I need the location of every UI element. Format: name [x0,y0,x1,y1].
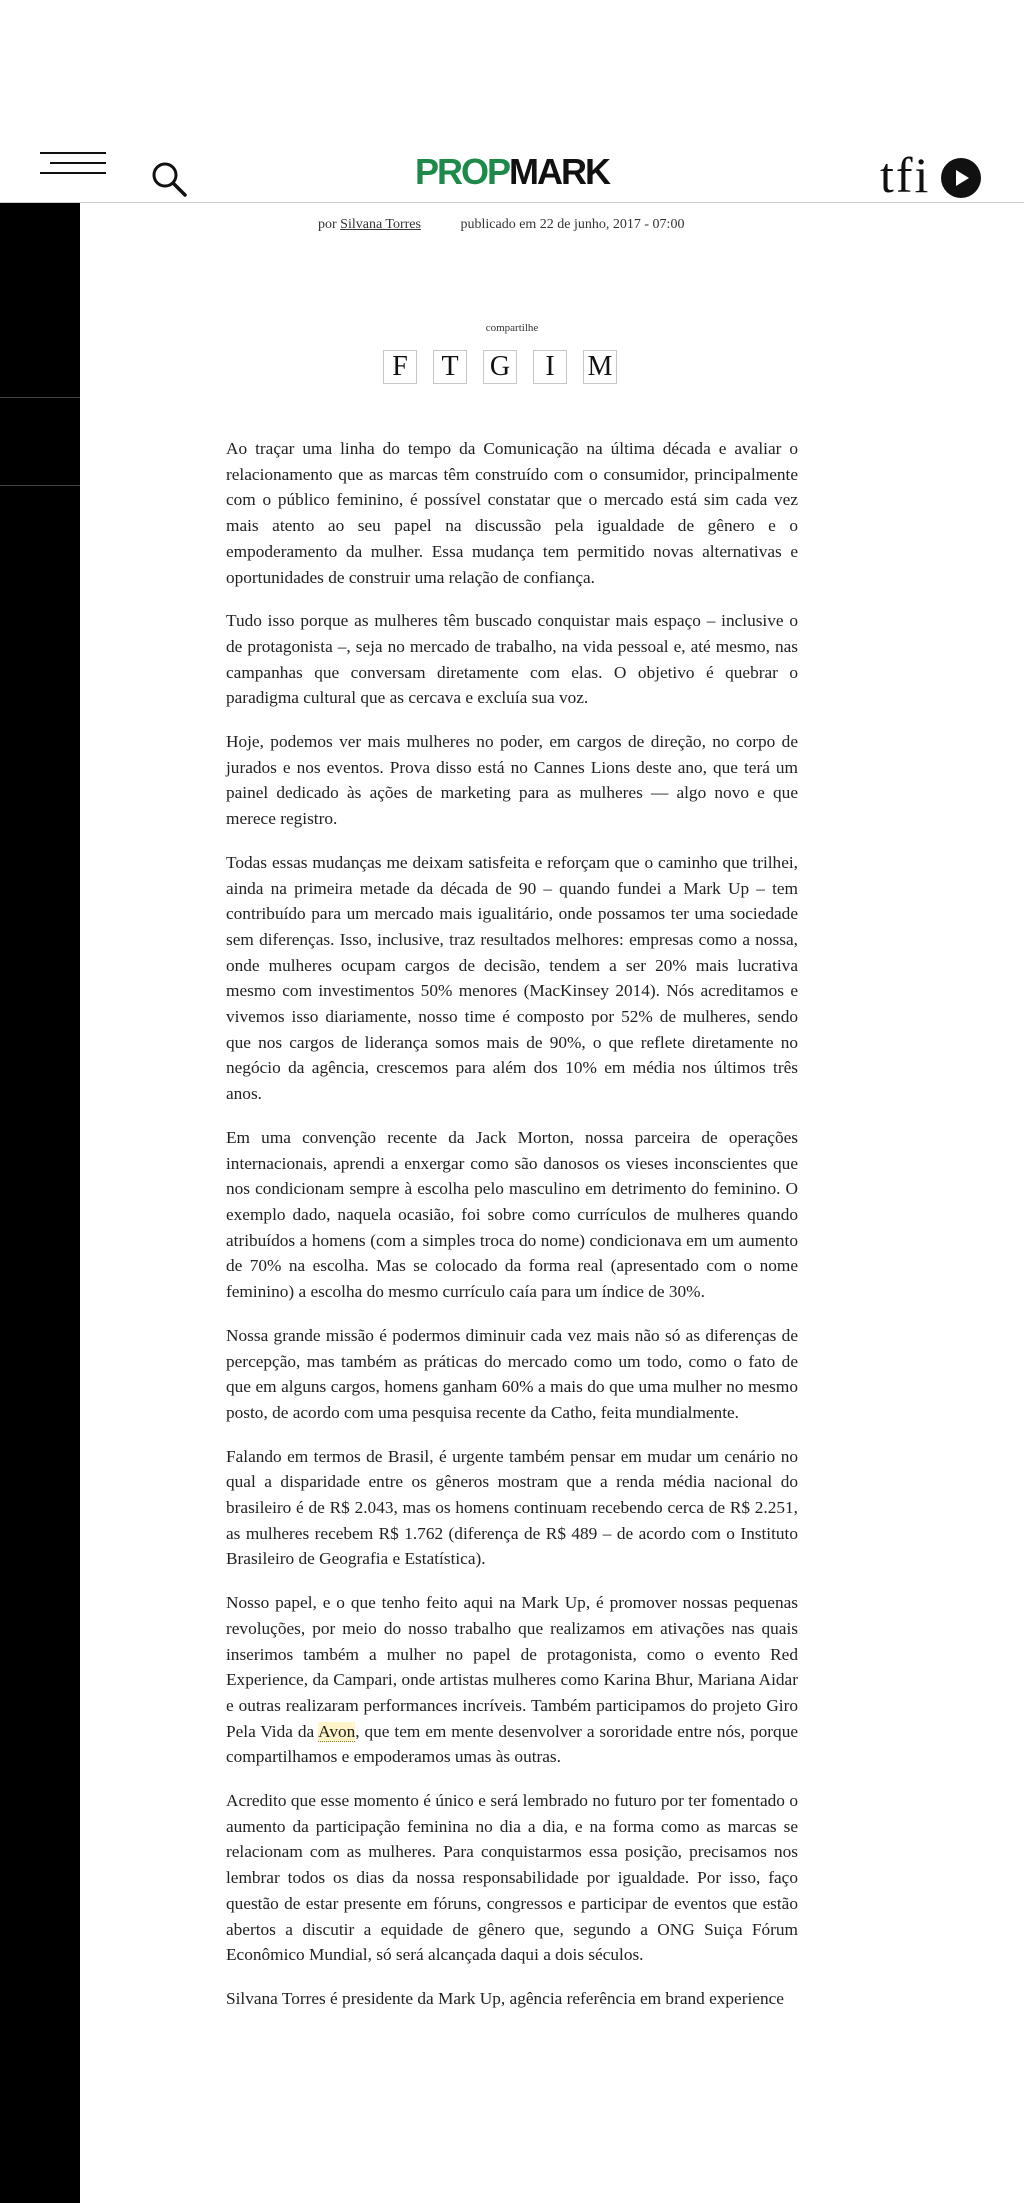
site-header [0,0,1024,203]
logo-prop: PROP [414,151,510,192]
article-body [226,436,798,2030]
propmark-logo[interactable] [0,152,1024,192]
article-paragraph: Hoje, podemos ver mais mulheres no poder, em cargos de direção, no corpo de jurados e nos eventos. Prova disso está no Cannes Lions deste ano, que terá um painel dedicado às ações de marketing para as mulheres — algo novo e que merece registro. [226,732,798,829]
article-paragraph: Ao traçar uma linha do tempo da Comunicação na última década e avaliar o relacionamento que as marcas têm construído com o consumidor, principalmente com o público feminino, é possível constatar que o mercado está sim cada vez mais atento ao seu papel na discussão pela igualdade de gênero e o empoderamento da mulher. Essa mudança tem permitido novas alternativas e oportunidades de construir uma relação de confiança. [226,439,798,587]
article-paragraph [226,1590,798,1770]
article-paragraph: Todas essas mudanças me deixam satisfeita e reforçam que o caminho que trilhei, ainda na primeira metade da década de 90 – quando fundei a Mark Up – tem contribuído para um mercado mais igualitário, onde possamos ter uma sociedade sem diferenças. Isso, inclusive, traz resultados melhores: empresas como a nossa, onde mulheres ocupam cargos de decisão, tendem a ser 20% mais lucrativa mesmo com investimentos 50% menores (MacKinsey 2014). Nós acreditamos e vivemos isso diariamente, nosso time é composto por 52% de mulheres, sendo que nos cargos de liderança somos mais de 90%, o que reflete diretamente no negócio da agência, crescemos para além dos 10% em média nos últimos três anos. [226,852,798,1104]
share-linkedin-button[interactable]: I [533,350,567,384]
share-twitter-button[interactable]: T [433,350,467,384]
share-buttons [383,350,643,384]
share-label: compartilhe [485,322,539,334]
sidebar-divider [0,485,80,486]
author-bio: Silvana Torres é presidente da Mark Up, agência referência em brand experience [226,1988,784,2008]
publish-date: publicado em 22 de junho, 2017 - 07:00 [460,217,685,232]
left-sidebar [0,203,80,2203]
paragraph-text: Nosso papel, e o que tenho feito aqui na Mark Up, é promover nossas pequenas revoluções, por meio do nosso trabalho que realizamos em ativações nas quais inserimos também a mulher no papel de protagonista, como o evento Red Experience, da Campari, onde artistas mulheres como Karina Bhur, Mariana Aidar e outras realizaram performances incríveis. Também participamos do projeto Giro Pela Vida da [226,1593,798,1741]
article-paragraph: Em uma convenção recente da Jack Morton, nossa parceira de operações internacionais, aprendi a enxergar como são danosos os vieses inconscientes que nos condicionam sempre à escolha pelo masculino em detrimento do feminino. O exemplo dado, naquela ocasião, foi sobre como currículos de mulheres quando atribuídos a homens (com a simples troca do nome) condicionava em um aumento de 70% na escolha. Mas se colocado da forma real (apresentado com o nome feminino) a escolha do mesmo currículo caía para um índice de 30%. [226,1127,798,1302]
article-paragraph: Falando em termos de Brasil, é urgente também pensar em mudar um cenário no qual a disparidade entre os gêneros mostram que a renda média nacional do brasileiro é de R$ 2.043, mas os homens continuam recebendo cerca de R$ 2.251, as mulheres recebem R$ 1.762 (diferença de R$ 489 – de acordo com o Instituto Brasileiro de Geografia e Estatística). [226,1446,798,1569]
avon-link[interactable]: Avon [318,1721,356,1741]
byline-prefix: por [318,217,337,232]
article-paragraph: Nossa grande missão é podermos diminuir cada vez mais não só as diferenças de percepção, mas também as práticas do mercado como um todo, como o fato de que em alguns cargos, homens ganham 60% a mais do que uma mulher no mesmo posto, de acordo com uma pesquisa recente da Catho, feita mundialmente. [226,1325,798,1422]
paragraph-text: , que tem em mente desenvolver a sororidade entre nós, porque compartilhamos e empoderamos umas às outras. [226,1721,799,1767]
article-paragraph: Tudo isso porque as mulheres têm buscado conquistar mais espaço – inclusive o de protagonista –, seja no mercado de trabalho, na vida pessoal e, até mesmo, nas campanhas que conversam diretamente com elas. O objetivo é quebrar o paradigma cultural que as cercava e excluía sua voz. [226,611,798,708]
byline [318,217,684,233]
share-facebook-button[interactable]: F [383,350,417,384]
article-paragraph: Acredito que esse momento é único e será lembrado no futuro por ter fomentado o aumento da participação feminina no dia a dia, e na forma como as marcas se relacionam com as mulheres. Para conquistarmos essa posição, precisamos nos lembrar todos os dias da nossa responsabilidade por igualdade. Por isso, faço questão de estar presente em fóruns, congressos e participar de eventos que estão abertos a discutir a equidade de gênero que, segundo a ONG Suiça Fórum Econômico Mundial, só será alcançada daqui a dois séculos. [226,1791,798,1965]
logo-mark: MARK [509,151,609,192]
share-email-button[interactable]: M [583,350,617,384]
sidebar-divider [0,397,80,398]
share-google-button[interactable]: G [483,350,517,384]
tfi-link[interactable]: tfi [880,147,931,203]
youtube-icon[interactable] [941,158,981,198]
author-link[interactable]: Silvana Torres [340,217,421,232]
